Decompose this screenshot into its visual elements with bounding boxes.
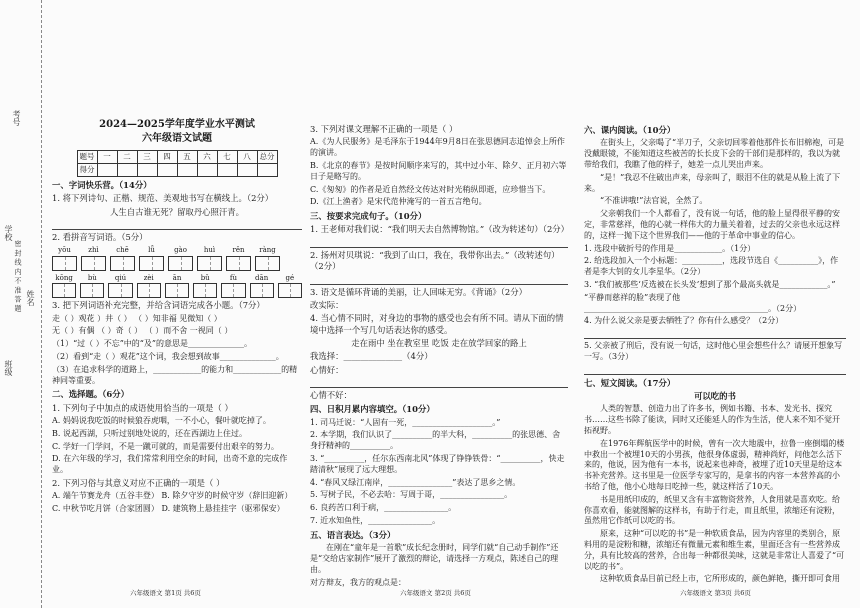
- reading-paragraph: 在街头上，父亲喝了“半刀子，父亲切回零着他那件长布旧棉袍，可是没戴眼镜，不能知道这些被苦的长长皮下会的干部们是那样的，我以为就带给我们，我瞧了他的样子，她差一点儿哭出声来。: [584, 138, 845, 169]
- column-page-2: [310, 122, 568, 588]
- score-input-cell[interactable]: [237, 164, 257, 177]
- q1-3: 3. 把下列词语补充完整，并给含词语完成各小题。（7分）: [52, 300, 265, 311]
- q3-3: 3. 语文是循环背诵的美丽，让人回味无穷。《背诵》（2分）: [310, 286, 527, 297]
- pinyin-syllable: zhì: [88, 246, 99, 255]
- page-footer-2: 六年级语文 第2页 共6页: [400, 589, 471, 597]
- q2-3: 3. 下列对课文理解不正确的一项是（ ）: [310, 124, 458, 134]
- section-6-heading: 六、课内阅读。（10分）: [584, 125, 676, 135]
- char-grid-cell[interactable]: [137, 283, 161, 298]
- answer-line[interactable]: [310, 275, 568, 285]
- char-grid-cell[interactable]: [226, 256, 251, 271]
- char-grid-cell[interactable]: [108, 283, 132, 298]
- pinyin-syllable: qiú: [114, 273, 127, 282]
- pinyin-syllable: huì: [203, 246, 216, 255]
- article-title: 可以吃的书: [694, 391, 736, 402]
- score-label-cell: 得分: [77, 164, 97, 177]
- gutter-seal-line: 密 封 线 内 不 准 答 题: [14, 240, 22, 312]
- pinyin-syllable: fù: [229, 273, 237, 282]
- q2-3-c: C.《匆匆》的作者是近自然经文传达对时光稍纵即逝，应珍惜当下。: [310, 184, 551, 194]
- q3-4-choice: 我选择：______________（4分）: [310, 351, 433, 362]
- score-header-cell: 三: [137, 151, 157, 164]
- pinyin-syllable: zèi: [143, 273, 154, 282]
- q6-1: 1. 选段中破折号的作用是____________。（1分）: [584, 243, 756, 253]
- pinyin-syllable: yōu: [58, 246, 71, 255]
- q1-1: 1. 将下列诗句、正楷、规范、美观地书写在横线上。（2分）: [52, 193, 274, 204]
- char-grid-cell[interactable]: [52, 256, 77, 271]
- page-footer-1: 六年级语文 第1页 共6页: [130, 589, 201, 597]
- q4-5: 5. 写树子民，不必去哈：写周于哥，________________。: [310, 490, 513, 500]
- score-header-cell: 题号: [77, 151, 97, 164]
- q2-1-a: A. 妈妈说我吃饭的时候狼吞虎咽，一不小心，餐叶就吃掉了。: [52, 416, 271, 426]
- q2-1-d: D. 在六年级的学习，我们常常利用空余的时间，出奇不意的完成作业。: [52, 454, 288, 475]
- q5-prompt: 在刚在“童年是一首歌”成长纪念册时，同学们就“自己动手制作”还是“交给店家制作”展开了激烈的辩论，请选择一方观点，陈述自己的理由。: [310, 543, 559, 574]
- gutter-label-name: 姓名: [26, 290, 35, 306]
- q4-6: 6. 良药苦口利于病，________________。: [310, 503, 457, 513]
- binding-gutter: [0, 0, 42, 608]
- score-header-cell: 八: [237, 151, 257, 164]
- gutter-label-top: 考号: [12, 110, 21, 126]
- reading-paragraph: 父亲朝我们一个人都看了，没有说一句话，他的脸上显得很平静的安定，非常慈祥，他的心就一样伟大的力量关着着，过去的父亲也永远这样的，这样一抛下这个世界我们——他的于革命中事业的信心。: [584, 209, 840, 240]
- char-grid-cell[interactable]: [165, 283, 189, 298]
- q2-1: 1. 下列句子中加点的成语使用恰当的一项是（ ）: [52, 402, 233, 413]
- score-header-cell: 四: [157, 151, 177, 164]
- q2-2-ab: A. 端午节赛龙舟（五谷丰登） B. 除夕守岁的时候守岁（辞旧迎新）: [52, 491, 293, 501]
- q2-3-d: D.《江上渔者》是宋代范仲淹写的一首五言绝句。: [310, 197, 487, 207]
- char-grid-cell[interactable]: [255, 256, 280, 271]
- reading-paragraph: “不准讲哦!”法官说，全然了。: [600, 196, 708, 206]
- q3-4-good: 心情好：: [310, 364, 344, 375]
- char-grid-cell[interactable]: [197, 256, 222, 271]
- answer-line[interactable]: [310, 378, 568, 388]
- q3-3-b: 改实际：: [310, 299, 344, 310]
- gutter-label-class: 班级: [4, 360, 13, 376]
- article-paragraph: 原来，这种“可以吃的书”是一种软质食品，因为内容里的类别合，原料用的是淀粉和糖，浓缩还有微量元素和维生素，里面还含有一些营养成分，具有比较高的营养，合出每一种都很美味，这就是非常让人喜爱了“可以吃的书”。: [584, 529, 845, 571]
- score-input-cell[interactable]: [137, 164, 157, 177]
- score-table: [77, 150, 278, 177]
- char-grid-cell[interactable]: [278, 283, 302, 298]
- char-grid-cell[interactable]: [250, 283, 274, 298]
- q5-answer: 对方辩友，我方的观点是：: [310, 577, 406, 587]
- section-2-heading: 二、选择题。（6分）: [52, 389, 130, 400]
- answer-line[interactable]: [310, 238, 568, 248]
- q2-1-c: C. 学好一门学问，不是一蹴可就的，而是需要付出艰辛的努力。: [52, 441, 279, 451]
- q1-3-line1: 走（ ）观花 ）井（ ） （ ）知非福 见微知（ ）: [52, 313, 222, 323]
- article-paragraph: 在1976年辉航医学中的时候，曾有一次大地震中，拉鲁一座倒塌的楼中救出一个被埋10天的小男孩，他很身体虚弱，精神尚好，问他怎么活下来的，他说，因为他有一本书，说起来也神奇，被埋了近10天里是给这本书补充营养。这书里是一位医学专家写的，是拿书的内容一本营养高的小书给了他，他小心地每日吃掉一些，就这样活了10天。: [584, 438, 845, 491]
- pinyin-syllable: chē: [116, 246, 129, 255]
- score-header-cell: 二: [117, 151, 137, 164]
- article-paragraph: 书是用纸印成的，纸里又含有丰富物资营养，人食用就是喜欢吃。给你喜欢看，能就图解的这样书，有助于行走，而且纸里，浓缩还有淀粉，虽然用它作纸可以吃的书。: [584, 494, 840, 526]
- pinyin-syllable: gé: [285, 273, 295, 282]
- section-1-heading: 一、字词快乐营。（14分）: [52, 180, 152, 190]
- score-header-cell: 七: [217, 151, 237, 164]
- q1-3-line2: 无（ ）有偶 （ ）奇（ ） （ ）而不舍 一视同（ ）: [52, 326, 233, 336]
- exam-title-year: 2024—2025学年度学业水平测试: [99, 119, 255, 130]
- q3-4: 4. 当心情不同时，对身边的事物的感受也会有所不同。请从下面的情境中选择一个写几句话表达你的感受。: [310, 313, 564, 335]
- q4-1: 1. 司马迁说：“人固有一死，____________________。”: [310, 417, 501, 427]
- char-grid-cell[interactable]: [139, 256, 164, 271]
- q1-2: 2. 看拼音写词语。（5分）: [52, 232, 148, 243]
- char-grid-cell[interactable]: [193, 283, 217, 298]
- char-grid-row-1[interactable]: [52, 256, 302, 271]
- q4-7: 7. 近水知鱼性，________________。: [310, 515, 441, 525]
- char-grid-cell[interactable]: [81, 256, 106, 271]
- q3-2: 2. 扬州对贝琪说：“我到了山口，我在，我带你出去。”（改转述句）（2分）: [310, 249, 560, 272]
- score-input-cell[interactable]: [177, 164, 197, 177]
- q3-4-options: 走在雨中 坐在教室里 吃饭 走在放学回家的路上: [351, 337, 527, 348]
- column-page-1: [52, 118, 302, 515]
- q6-3: 3. “我们被那些‘反选被在长头发’想到了那个最高头就是____________。”: [584, 279, 836, 289]
- column-page-3: [584, 122, 846, 585]
- section-3-heading: 三、按要求完成句子。（10分）: [310, 211, 427, 222]
- q2-1-b: B. 说起西湖，只听过别地处说的，还在西湖边上住过。: [52, 428, 247, 438]
- score-input-cell[interactable]: [257, 164, 277, 177]
- q1-1-poem: 人生自古谁无死？留取丹心照汗青。: [110, 206, 244, 217]
- q2-2-cd: C. 中秋节吃月饼（合家团圆） D. 建筑物上悬挂挂字（驱邪保安）: [52, 504, 285, 514]
- char-grid-cell[interactable]: [221, 283, 245, 298]
- q2-2: 2. 下列习俗与其意义对应不正确的一项是（ ）: [52, 478, 225, 489]
- score-header-cell: 一: [97, 151, 117, 164]
- q6-3-b: “平静而慈祥的脸”表现了他______________________________________________。（2分）: [584, 292, 802, 313]
- score-input-cell[interactable]: [97, 164, 117, 177]
- q1-3-line3: （1）“过（ ）不忘”中的“及”的意思是______________。: [52, 339, 252, 349]
- score-input-cell[interactable]: [197, 164, 217, 177]
- answer-line[interactable]: [52, 220, 302, 230]
- reading-paragraph: “是！”我忍不住破出声来，母亲叫了，眼泪不住的就是从脸上流了下来。: [584, 172, 841, 193]
- score-header-cell: 五: [177, 151, 197, 164]
- score-input-cell[interactable]: [217, 164, 237, 177]
- score-header-cell: 六: [197, 151, 217, 164]
- answer-line[interactable]: [584, 329, 846, 339]
- q4-4: 4. “春风又绿江南岸，________________”表达了思乡之情。: [310, 477, 521, 487]
- pinyin-syllable: lǚ: [148, 246, 155, 255]
- q3-1: 1. 王老师对我们说：“我们明天去自然博物馆。”（改为转述句）（2分）: [310, 224, 570, 235]
- q6-5: 5. 父亲被了刑后，没有说一句话，这时他心里会想些什么？请展开想象写一写。（3分）: [584, 341, 843, 361]
- pinyin-syllable: kōng: [55, 273, 73, 282]
- q6-2: 2. 给选段加入一个小标题：__________，选段节选自《__________》，作者是李大钊的女儿李星华。（2分）: [584, 256, 839, 277]
- pinyin-syllable: gào: [174, 246, 187, 255]
- char-grid-row-2[interactable]: [52, 283, 302, 298]
- q2-3-b: B.《北京的春节》是按时间顺序来写的，其中过小年、除夕、正月初六等日子是略写的。: [310, 160, 567, 181]
- pinyin-syllable: dān: [255, 273, 269, 282]
- gutter-label-school: 学校: [4, 225, 13, 241]
- pinyin-syllable: bǔ: [200, 273, 210, 282]
- answer-line[interactable]: [584, 365, 846, 375]
- pinyin-syllable: rěn: [232, 246, 245, 255]
- q2-3-a: A.《为人民服务》是毛泽东于1944年9月8日在张思德同志追悼会上所作的演讲。: [310, 137, 565, 158]
- char-grid-cell[interactable]: [110, 256, 135, 271]
- char-grid-cell[interactable]: [52, 283, 76, 298]
- score-input-cell[interactable]: [117, 164, 137, 177]
- char-grid-cell[interactable]: [80, 283, 104, 298]
- q4-2: 2. 本学期，我们认识了__________的半大科，__________的张思德、舍身抒精神的__________。: [310, 430, 561, 451]
- section-4-heading: 四、日积月累内容填空。（10分）: [310, 404, 435, 415]
- article-paragraph: 这种软质食品目前已经上市，它所形成的，颜色鲜艳，撕开即可食用: [600, 574, 840, 584]
- pinyin-row-2: [52, 274, 302, 283]
- char-grid-cell[interactable]: [168, 256, 193, 271]
- pinyin-syllable: ān: [172, 273, 182, 282]
- q1-3-line5: （3）在追求科学的道路上，____________的能力和____________的精神同等重要。: [52, 364, 298, 385]
- pinyin-row-1: [52, 246, 302, 255]
- score-input-cell[interactable]: [157, 164, 177, 177]
- article-paragraph: 人类的智慧、创造力出了许多书，例如书籍、书本、发光书、探究书……这些书除了能读，同时又还能延人的作为生活，使人来不知不觉开拓视野。: [584, 404, 840, 435]
- q3-4-bad: 心情不好：: [310, 389, 352, 400]
- pinyin-syllable: ràng: [259, 246, 276, 255]
- score-header-cell: 总分: [257, 151, 277, 164]
- pinyin-syllable: bù: [87, 273, 97, 282]
- section-7-heading: 七、短文阅读。（17分）: [584, 377, 676, 388]
- section-5-heading: 五、语言表达。（3分）: [310, 529, 396, 540]
- exam-title-grade: 六年级语文试题: [142, 133, 212, 144]
- q6-4: 4. 为什么说父亲是要去牺牲了？你有什么感受？（2分）: [584, 316, 784, 326]
- q4-3: 3. “__________，任尔东西南北风”体现了铮铮铁骨：“__________，快走踏清秋”展现了远大理想。: [310, 453, 565, 474]
- page-footer-3: 六年级语文 第3页 共6页: [680, 589, 751, 597]
- q1-3-line4: （2）看到“走（ ）观花”这个词，我会想到故事______________。: [52, 351, 284, 361]
